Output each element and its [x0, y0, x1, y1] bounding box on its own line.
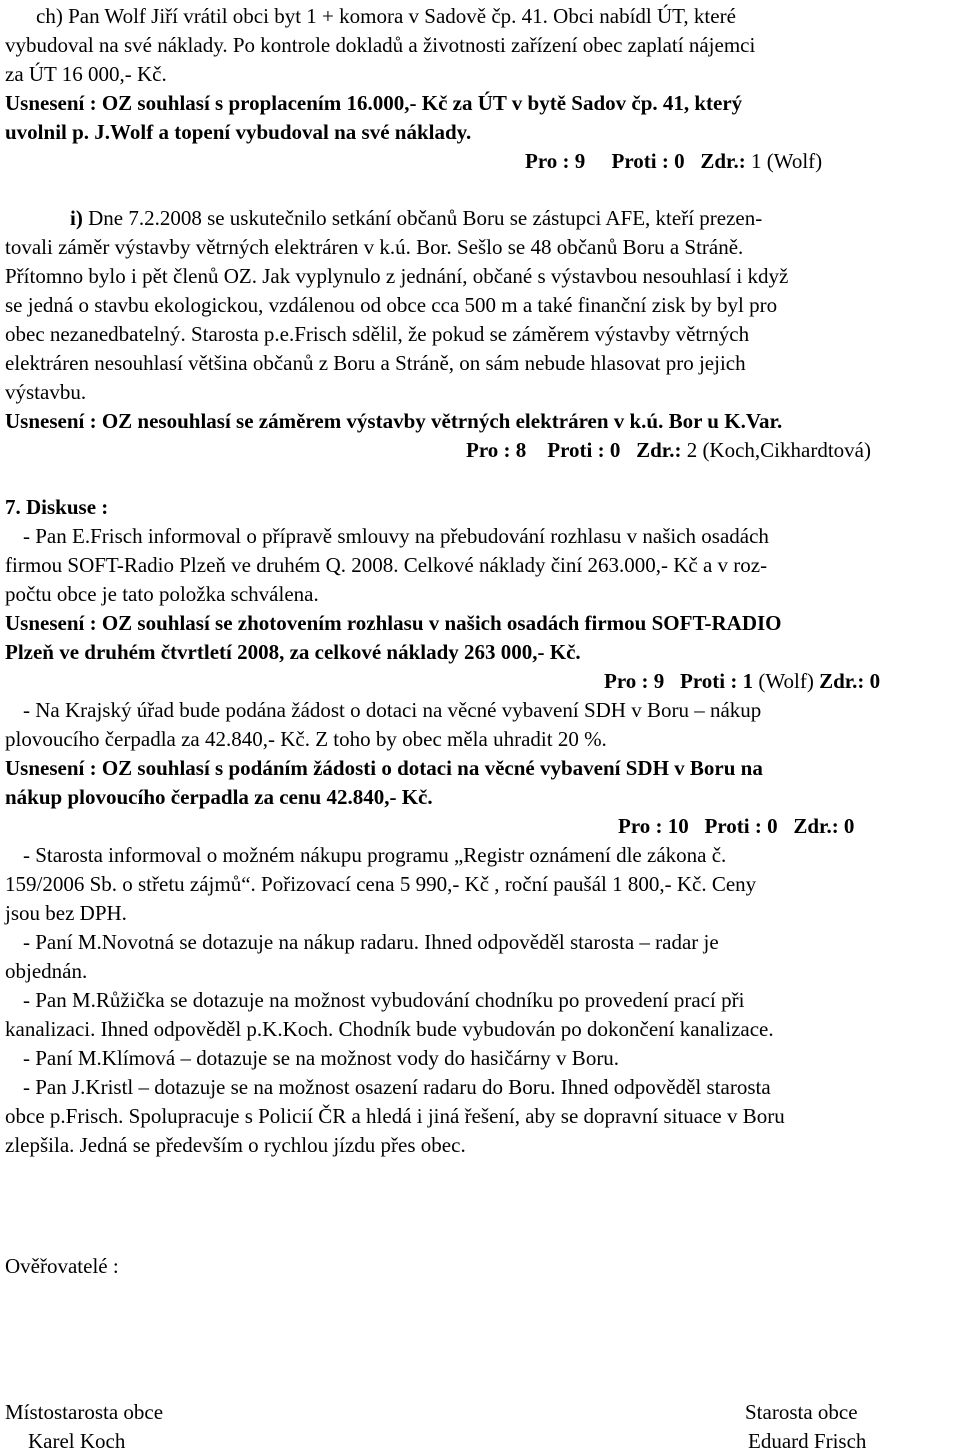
text-line: - Pan E.Frisch informoval o přípravě smlouvy na přebudování rozhlasu v našich osadách	[23, 524, 769, 548]
vote-pro: Pro : 9	[604, 669, 665, 693]
text-line: - Pan M.Růžička se dotazuje na možnost vybudování chodníku po provedení prací při	[23, 988, 745, 1012]
text-line: za ÚT 16 000,- Kč.	[5, 62, 167, 86]
text-line: tovali záměr výstavby větrných elektráren v k.ú. Bor. Sešlo se 48 občanů Boru a Stráně.	[5, 235, 744, 259]
left-signatory-name: Karel Koch	[28, 1429, 126, 1453]
text-line: objednán.	[5, 959, 88, 983]
vote-pro: Pro : 8	[466, 438, 527, 462]
vote-proti: Proti : 0	[611, 149, 685, 173]
vote-line	[466, 437, 871, 463]
vote-zdr-detail: 2 (Koch,Cikhardtová)	[681, 438, 871, 462]
vote-zdr: Zdr.:	[636, 438, 682, 462]
text-line: zlepšila. Jedná se především o rychlou jízdu přes obec.	[5, 1133, 466, 1157]
resolution-line: nákup plovoucího čerpadla za cenu 42.840,- Kč.	[5, 785, 433, 809]
text-line: kanalizaci. Ihned odpověděl p.K.Koch. Chodník bude vybudován po dokončení kanalizace.	[5, 1017, 774, 1041]
text-line: výstavbu.	[5, 380, 87, 404]
text-line: firmou SOFT-Radio Plzeň ve druhém Q. 2008. Celkové náklady činí 263.000,- Kč a v roz-	[5, 553, 768, 577]
text-line: obce p.Frisch. Spolupracuje s Policií ČR a hledá i jiná řešení, aby se dopravní situace v Boru	[5, 1104, 785, 1128]
resolution-line: Plzeň ve druhém čtvrtletí 2008, za celkové náklady 263 000,- Kč.	[5, 640, 581, 664]
text-line: jsou bez DPH.	[5, 901, 127, 925]
text-line: počtu obce je tato položka schválena.	[5, 582, 319, 606]
text-line: - Na Krajský úřad bude podána žádost o dotaci na věcné vybavení SDH v Boru – nákup	[23, 698, 762, 722]
vote-zdr-detail: 1 (Wolf)	[745, 149, 823, 173]
right-signatory-name: Eduard Frisch	[748, 1429, 867, 1453]
vote-zdr: Zdr.: 0	[793, 814, 855, 838]
vote-zdr: Zdr.: 0	[819, 669, 881, 693]
text-line: vybudoval na své náklady. Po kontrole dokladů a životnosti zařízení obec zaplatí nájemci	[5, 33, 756, 57]
text-line: elektráren nesouhlasí většina občanů z Boru a Stráně, on sám nebude hlasovat pro jejich	[5, 351, 746, 375]
text-line: Přítomno bylo i pět členů OZ. Jak vyplynulo z jednání, občané s výstavbou nesouhlasí i když	[5, 264, 789, 288]
vote-proti: Proti : 0	[704, 814, 778, 838]
vote-proti: Proti : 1	[680, 669, 754, 693]
resolution-line: Usnesení : OZ souhlasí s proplacením 16.000,- Kč za ÚT v bytě Sadov čp. 41, který	[5, 91, 743, 115]
vote-line	[604, 668, 880, 694]
resolution-line: uvolnil p. J.Wolf a topení vybudoval na své náklady.	[5, 120, 472, 144]
vote-zdr: Zdr.:	[700, 149, 746, 173]
vote-pro: Pro : 10	[618, 814, 689, 838]
text-line: 159/2006 Sb. o střetu zájmů“. Pořizovací cena 5 990,- Kč , roční paušál 1 800,- Kč. Ceny	[5, 872, 757, 896]
left-signatory-title: Místostarosta obce	[5, 1400, 164, 1424]
text-line	[70, 205, 762, 231]
verifiers-label: Ověřovatelé :	[5, 1254, 119, 1278]
resolution-line: Usnesení : OZ souhlasí se zhotovením rozhlasu v našich osadách firmou SOFT-RADIO	[5, 611, 782, 635]
resolution-line: Usnesení : OZ souhlasí s podáním žádosti o dotaci na věcné vybavení SDH v Boru na	[5, 756, 763, 780]
text-line: obec nezanedbatelný. Starosta p.e.Frisch sdělil, že pokud se záměrem výstavby větrných	[5, 322, 750, 346]
resolution-line: Usnesení : OZ nesouhlasí se záměrem výstavby větrných elektráren v k.ú. Bor u K.Var.	[5, 409, 783, 433]
right-signatory-title: Starosta obce	[745, 1400, 858, 1424]
text-line: plovoucího čerpadla za 42.840,- Kč. Z toho by obec měla uhradit 20 %.	[5, 727, 607, 751]
text-line: - Pan J.Kristl – dotazuje se na možnost osazení radaru do Boru. Ihned odpověděl starosta	[23, 1075, 771, 1099]
text-line: - Starosta informoval o možném nákupu programu „Registr oznámení dle zákona č.	[23, 843, 727, 867]
text-line: ch) Pan Wolf Jiří vrátil obci byt 1 + komora v Sadově čp. 41. Obci nabídl ÚT, které	[36, 4, 736, 28]
text-line: - Paní M.Novotná se dotazuje na nákup radaru. Ihned odpověděl starosta – radar je	[23, 930, 719, 954]
vote-proti-detail: (Wolf)	[753, 669, 820, 693]
text-line: se jedná o stavbu ekologickou, vzdálenou od obce cca 500 m a také finanční zisk by byl pro	[5, 293, 778, 317]
vote-line	[525, 148, 822, 174]
text-line: - Paní M.Klímová – dotazuje se na možnost vody do hasičárny v Boru.	[23, 1046, 620, 1070]
vote-line	[618, 813, 854, 839]
vote-proti: Proti : 0	[547, 438, 621, 462]
vote-pro: Pro : 9	[525, 149, 586, 173]
section-heading: 7. Diskuse :	[5, 495, 109, 519]
text-span: Dne 7.2.2008 se uskutečnilo setkání občanů Boru se zástupci AFE, kteří prezen-	[82, 206, 763, 230]
section-label: i)	[70, 206, 83, 230]
